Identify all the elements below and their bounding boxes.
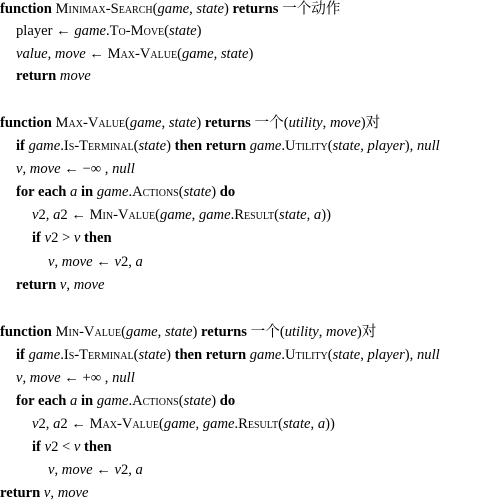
code-token: ) bbox=[196, 23, 202, 39]
code-token: state bbox=[220, 46, 249, 62]
code-token: state bbox=[183, 184, 212, 200]
code-token: for each bbox=[16, 184, 71, 200]
code-token: return bbox=[0, 485, 44, 501]
code-token: state bbox=[332, 138, 361, 154]
code-token: state bbox=[164, 324, 193, 340]
code-token: )对 bbox=[360, 115, 381, 131]
code-token: . bbox=[60, 138, 64, 154]
code-token: ( bbox=[133, 347, 139, 363]
code-token: in bbox=[77, 393, 97, 409]
code-token: Max-Value bbox=[107, 46, 178, 62]
code-token: return bbox=[16, 277, 60, 293]
code-token: , bbox=[306, 207, 314, 223]
code-token: Min-Value bbox=[89, 207, 156, 223]
code-token: v bbox=[48, 254, 55, 270]
code-token: v bbox=[32, 207, 39, 223]
code-line bbox=[32, 229, 112, 247]
code-token: Min-Value bbox=[55, 324, 122, 340]
code-token: 2, bbox=[38, 207, 54, 223]
code-token: ( bbox=[327, 347, 333, 363]
code-token: null bbox=[416, 138, 440, 154]
code-token: v bbox=[114, 254, 121, 270]
code-token: do bbox=[219, 184, 236, 200]
code-token: player bbox=[367, 138, 405, 154]
code-token: then bbox=[80, 230, 112, 246]
code-token: ( bbox=[125, 115, 130, 131]
code-token: game bbox=[249, 347, 282, 363]
code-token: player bbox=[367, 347, 405, 363]
code-token: v bbox=[114, 462, 121, 478]
code-token: a bbox=[135, 462, 143, 478]
code-token: then bbox=[80, 439, 112, 455]
code-token: ) bbox=[196, 115, 205, 131]
code-line bbox=[16, 67, 91, 85]
code-token: Utility bbox=[285, 347, 328, 363]
code-token: move bbox=[329, 115, 361, 131]
code-token: , bbox=[66, 277, 74, 293]
code-token: Is-Terminal bbox=[63, 138, 134, 154]
code-token: v bbox=[44, 439, 52, 455]
code-token: . bbox=[234, 416, 239, 432]
code-token: function bbox=[0, 115, 56, 131]
code-token: 2 > bbox=[51, 230, 74, 246]
code-token: value bbox=[16, 46, 48, 62]
code-token: 2, bbox=[38, 416, 54, 432]
code-token: returns bbox=[204, 115, 251, 131]
code-token: , bbox=[318, 324, 327, 340]
code-line bbox=[48, 461, 143, 479]
code-line bbox=[0, 323, 376, 341]
code-token: state bbox=[196, 1, 224, 17]
code-token: , bbox=[322, 115, 330, 131]
code-token: ) bbox=[211, 184, 220, 200]
code-token: . bbox=[60, 347, 64, 363]
code-token: 一个( bbox=[246, 324, 285, 340]
code-token: for each bbox=[16, 393, 71, 409]
code-token: ) bbox=[248, 46, 254, 62]
code-line bbox=[0, 484, 89, 502]
code-token: state bbox=[138, 138, 167, 154]
code-token: To-Move bbox=[109, 23, 165, 39]
code-token: null bbox=[112, 370, 135, 386]
code-token: ( bbox=[178, 184, 184, 200]
code-token: , bbox=[54, 254, 62, 270]
code-token: state bbox=[169, 23, 197, 39]
code-line bbox=[16, 137, 440, 155]
code-token: game bbox=[28, 347, 61, 363]
code-token: function bbox=[0, 1, 56, 17]
code-token: function bbox=[0, 324, 56, 340]
code-token: a bbox=[53, 207, 61, 223]
code-line bbox=[32, 415, 335, 433]
code-token: if bbox=[16, 138, 29, 154]
code-token: 2, bbox=[120, 462, 136, 478]
code-token: Result bbox=[238, 416, 279, 432]
code-token: , bbox=[161, 115, 169, 131]
code-token: do bbox=[219, 393, 236, 409]
code-token: , bbox=[191, 207, 199, 223]
code-token: then return bbox=[174, 347, 250, 363]
code-token: move bbox=[59, 68, 91, 84]
code-token: move bbox=[54, 46, 86, 62]
code-token: move bbox=[61, 254, 93, 270]
code-token: v bbox=[73, 439, 81, 455]
code-token: . bbox=[128, 393, 133, 409]
code-line bbox=[16, 22, 202, 40]
code-token: game bbox=[96, 184, 129, 200]
code-token: ← bbox=[92, 462, 115, 478]
code-token: ( bbox=[155, 207, 161, 223]
code-token: )) bbox=[321, 207, 331, 223]
code-token: if bbox=[32, 230, 45, 246]
code-token: v bbox=[43, 485, 51, 501]
code-token: ( bbox=[133, 138, 139, 154]
code-line bbox=[16, 392, 235, 410]
code-token: null bbox=[112, 161, 135, 177]
code-token: 2 < bbox=[51, 439, 74, 455]
code-token: ← bbox=[85, 46, 108, 62]
code-token: 2 ← bbox=[60, 207, 90, 223]
code-line bbox=[32, 438, 112, 456]
code-token: 一个( bbox=[250, 115, 289, 131]
code-token: state bbox=[168, 115, 197, 131]
code-line bbox=[32, 206, 331, 224]
code-line bbox=[16, 346, 440, 364]
code-token: ← +∞ , bbox=[60, 370, 113, 386]
code-token: v bbox=[32, 416, 39, 432]
code-token: Actions bbox=[132, 393, 179, 409]
code-token: ( bbox=[274, 207, 280, 223]
code-token: game bbox=[126, 324, 158, 340]
code-line bbox=[48, 253, 143, 271]
code-token: move bbox=[73, 277, 105, 293]
code-token: ), bbox=[404, 347, 417, 363]
code-token: v bbox=[59, 277, 67, 293]
code-token: 2, bbox=[120, 254, 136, 270]
code-token: move bbox=[29, 161, 61, 177]
code-line bbox=[0, 114, 380, 132]
code-token: ) bbox=[192, 324, 202, 340]
code-token: )) bbox=[325, 416, 335, 432]
code-token: , bbox=[360, 138, 368, 154]
code-token: v bbox=[16, 161, 23, 177]
code-token: ) bbox=[211, 393, 220, 409]
code-token: . bbox=[230, 207, 235, 223]
code-token: Max-Value bbox=[55, 115, 126, 131]
code-token: v bbox=[73, 230, 81, 246]
code-token: ( bbox=[164, 23, 170, 39]
code-line bbox=[16, 369, 135, 387]
code-token: Actions bbox=[132, 184, 179, 200]
code-token: game bbox=[163, 416, 196, 432]
code-token: return bbox=[16, 68, 57, 84]
code-token: move bbox=[57, 485, 89, 501]
code-token: game bbox=[198, 207, 231, 223]
code-token: )对 bbox=[356, 324, 377, 340]
code-token: a bbox=[135, 254, 143, 270]
code-token: game bbox=[74, 23, 106, 39]
code-token: game bbox=[249, 138, 282, 154]
code-token: Utility bbox=[285, 138, 328, 154]
code-token: . bbox=[128, 184, 133, 200]
code-token: . bbox=[281, 138, 285, 154]
code-token: v bbox=[44, 230, 52, 246]
code-token: 一个动作 bbox=[278, 1, 341, 17]
code-token: , bbox=[22, 161, 30, 177]
code-token: move bbox=[326, 324, 357, 340]
code-token: utility bbox=[288, 115, 323, 131]
code-token: . bbox=[281, 347, 285, 363]
code-token: ) bbox=[223, 1, 233, 17]
code-token: null bbox=[416, 347, 440, 363]
code-token: move bbox=[29, 370, 61, 386]
code-line bbox=[16, 183, 235, 201]
code-token: returns bbox=[232, 1, 279, 17]
code-token: returns bbox=[201, 324, 247, 340]
code-token: 2 ← bbox=[60, 416, 90, 432]
code-token: Minimax-Search bbox=[55, 1, 153, 17]
code-token: , bbox=[310, 416, 318, 432]
code-token: , bbox=[213, 46, 221, 62]
code-line bbox=[16, 160, 135, 178]
code-token: a bbox=[313, 207, 322, 223]
code-token: ), bbox=[404, 138, 417, 154]
code-token: state bbox=[183, 393, 212, 409]
code-token: game bbox=[157, 1, 190, 17]
code-token: player ← bbox=[16, 23, 75, 39]
code-token: state bbox=[332, 347, 361, 363]
code-token: ) bbox=[166, 138, 175, 154]
code-token: ( bbox=[121, 324, 127, 340]
code-token: a bbox=[70, 393, 78, 409]
code-token: ( bbox=[278, 416, 283, 432]
code-token: , bbox=[157, 324, 165, 340]
code-token: ) bbox=[166, 347, 175, 363]
code-token: Max-Value bbox=[89, 416, 160, 432]
code-token: , bbox=[195, 416, 203, 432]
code-token: ( bbox=[152, 1, 158, 17]
code-token: in bbox=[77, 184, 97, 200]
code-token: state bbox=[282, 416, 311, 432]
code-line bbox=[16, 276, 105, 294]
code-token: ( bbox=[159, 416, 164, 432]
code-token: ← bbox=[92, 254, 115, 270]
code-token: Is-Terminal bbox=[63, 347, 134, 363]
code-token: v bbox=[16, 370, 23, 386]
code-token: v bbox=[48, 462, 55, 478]
code-token: , bbox=[189, 1, 197, 17]
code-token: game bbox=[129, 115, 162, 131]
code-token: game bbox=[96, 393, 129, 409]
code-token: game bbox=[181, 46, 214, 62]
code-token: state bbox=[279, 207, 307, 223]
code-token: ( bbox=[327, 138, 333, 154]
code-token: a bbox=[53, 416, 61, 432]
code-token: Result bbox=[234, 207, 275, 223]
code-token: game bbox=[160, 207, 192, 223]
code-token: , bbox=[50, 485, 58, 501]
code-token: game bbox=[202, 416, 235, 432]
code-token: if bbox=[32, 439, 45, 455]
code-token: ← −∞ , bbox=[60, 161, 113, 177]
code-token: if bbox=[16, 347, 29, 363]
code-token: , bbox=[360, 347, 368, 363]
code-token: game bbox=[28, 138, 61, 154]
code-token: ( bbox=[178, 393, 184, 409]
code-token: ( bbox=[177, 46, 182, 62]
code-token: utility bbox=[284, 324, 319, 340]
code-token: move bbox=[61, 462, 93, 478]
code-line bbox=[16, 45, 253, 63]
code-token: a bbox=[70, 184, 78, 200]
code-token: state bbox=[138, 347, 167, 363]
code-token: then return bbox=[174, 138, 250, 154]
code-line bbox=[0, 0, 340, 18]
code-token: , bbox=[47, 46, 55, 62]
code-token: a bbox=[317, 416, 326, 432]
code-token: , bbox=[54, 462, 62, 478]
code-token: . bbox=[105, 23, 110, 39]
code-token: , bbox=[22, 370, 30, 386]
